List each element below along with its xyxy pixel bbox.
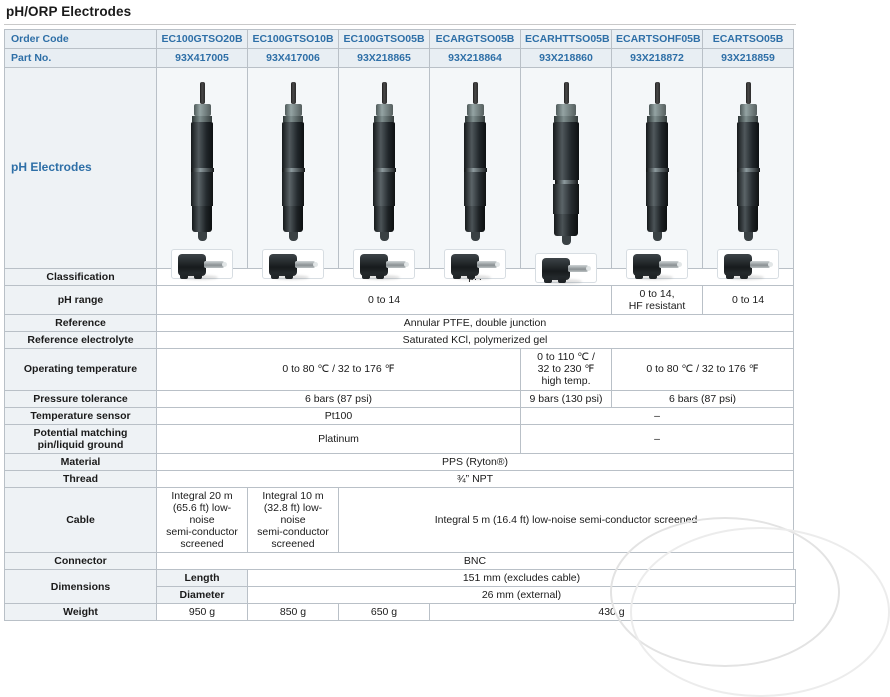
ph-electrode-probe-icon (339, 68, 429, 268)
dimensions-value: 151 mm (excludes cable) (248, 570, 796, 587)
spec-row (5, 315, 796, 332)
ph-electrodes-label: pH Electrodes (5, 68, 157, 269)
order-code-cell: EC100GTSO20B (157, 30, 248, 49)
spec-row (5, 390, 796, 407)
product-image-cell (157, 68, 248, 269)
order-code-label: Order Code (5, 30, 157, 49)
spec-row-value: PPS (Ryton®) (157, 453, 794, 470)
spec-row-value: 0 to 80 ℃ / 32 to 176 ℉ (612, 349, 794, 390)
part-no-cell: 93X218865 (339, 49, 430, 68)
bnc-connector-icon (444, 249, 506, 279)
spec-row-value: 0 to 14 (703, 286, 794, 315)
order-code-cell: ECARGTSO05B (430, 30, 521, 49)
spec-row-label: Connector (5, 553, 157, 570)
spec-row-value: Saturated KCl, polymerized gel (157, 332, 794, 349)
product-image-cell (703, 68, 794, 269)
spec-row (5, 470, 796, 487)
part-no-cell: 93X218860 (521, 49, 612, 68)
spec-row-value: – (521, 424, 794, 453)
order-code-cell: ECARTSOHF05B (612, 30, 703, 49)
weight-value: 430 g (430, 604, 794, 621)
document-page (0, 4, 800, 619)
part-no-cell: 93X218872 (612, 49, 703, 68)
spec-row-value: 0 to 14, HF resistant (612, 286, 703, 315)
dimensions-sub-label: Diameter (157, 587, 248, 604)
spec-row-label: Temperature sensor (5, 407, 157, 424)
spec-row-value: BNC (157, 553, 794, 570)
product-image-cell (521, 68, 612, 269)
spec-row-label: Operating temperature (5, 349, 157, 390)
dimensions-value: 26 mm (external) (248, 587, 796, 604)
order-code-cell: EC100GTSO05B (339, 30, 430, 49)
bnc-connector-icon (535, 253, 597, 283)
spec-row (5, 553, 796, 570)
order-code-cell: EC100GTSO10B (248, 30, 339, 49)
part-no-cell: 93X417006 (248, 49, 339, 68)
spec-row-value: Integral 10 m (32.8 ft) low-noise semi-conductor screened (248, 487, 339, 552)
spec-row (5, 424, 796, 453)
spec-row-label: Thread (5, 470, 157, 487)
part-no-cell: 93X417005 (157, 49, 248, 68)
order-code-cell: ECARTSO05B (703, 30, 794, 49)
spec-row (5, 349, 796, 390)
weight-value: 850 g (248, 604, 339, 621)
ph-electrode-probe-icon (521, 68, 611, 268)
spec-row (5, 332, 796, 349)
product-image-cell (248, 68, 339, 269)
spec-row-value: 0 to 110 ℃ / 32 to 230 ℉ high temp. (521, 349, 612, 390)
weight-value: 650 g (339, 604, 430, 621)
spec-row-label: pH range (5, 286, 157, 315)
weight-value: 950 g (157, 604, 248, 621)
product-image-row (5, 68, 796, 269)
ph-electrode-probe-icon (703, 68, 793, 268)
weight-label: Weight (5, 604, 157, 621)
ph-electrode-probe-icon (612, 68, 702, 268)
dimensions-sub-label: Length (157, 570, 248, 587)
spec-row-value: 9 bars (130 psi) (521, 390, 612, 407)
bnc-connector-icon (171, 249, 233, 279)
specification-table (4, 29, 796, 621)
bnc-connector-icon (262, 249, 324, 279)
header-row-order-code (5, 30, 796, 49)
header-row-part-no (5, 49, 796, 68)
spec-row (5, 487, 796, 552)
part-no-cell: 93X218864 (430, 49, 521, 68)
page-title: pH/ORP Electrodes (6, 4, 132, 19)
product-image-cell (430, 68, 521, 269)
part-no-cell: 93X218859 (703, 49, 794, 68)
spec-row-label: Pressure tolerance (5, 390, 157, 407)
part-no-label: Part No. (5, 49, 157, 68)
bnc-connector-icon (626, 249, 688, 279)
ph-electrode-probe-icon (430, 68, 520, 268)
dimensions-label: Dimensions (5, 570, 157, 604)
spec-row (5, 453, 796, 470)
spec-row (5, 407, 796, 424)
spec-row-label: Reference (5, 315, 157, 332)
dimensions-row (5, 570, 796, 587)
weight-row (5, 604, 796, 621)
spec-row-label: Cable (5, 487, 157, 552)
spec-row-label: Material (5, 453, 157, 470)
product-image-cell (612, 68, 703, 269)
spec-row-value: 6 bars (87 psi) (612, 390, 794, 407)
title-divider (4, 24, 796, 25)
ph-electrode-probe-icon (248, 68, 338, 268)
spec-row-label: Reference electrolyte (5, 332, 157, 349)
bnc-connector-icon (353, 249, 415, 279)
spec-row-value: Integral 20 m (65.6 ft) low-noise semi-conductor screened (157, 487, 248, 552)
order-code-cell: ECARHTTSO05B (521, 30, 612, 49)
spec-row-value: 0 to 14 (157, 286, 612, 315)
ph-electrode-probe-icon (157, 68, 247, 268)
spec-row-value: Annular PTFE, double junction (157, 315, 794, 332)
spec-row-label: Potential matching pin/liquid ground (5, 424, 157, 453)
spec-row-value: Pt100 (157, 407, 521, 424)
spec-row (5, 286, 796, 315)
product-image-cell (339, 68, 430, 269)
spec-row-value: ¾” NPT (157, 470, 794, 487)
spec-row-value: – (521, 407, 794, 424)
spec-row-value: Platinum (157, 424, 521, 453)
bnc-connector-icon (717, 249, 779, 279)
spec-row-value: Integral 5 m (16.4 ft) low-noise semi-conductor screened (339, 487, 794, 552)
spec-row-value: 0 to 80 ℃ / 32 to 176 ℉ (157, 349, 521, 390)
spec-row-label: Classification (5, 269, 157, 286)
spec-row-value: 6 bars (87 psi) (157, 390, 521, 407)
